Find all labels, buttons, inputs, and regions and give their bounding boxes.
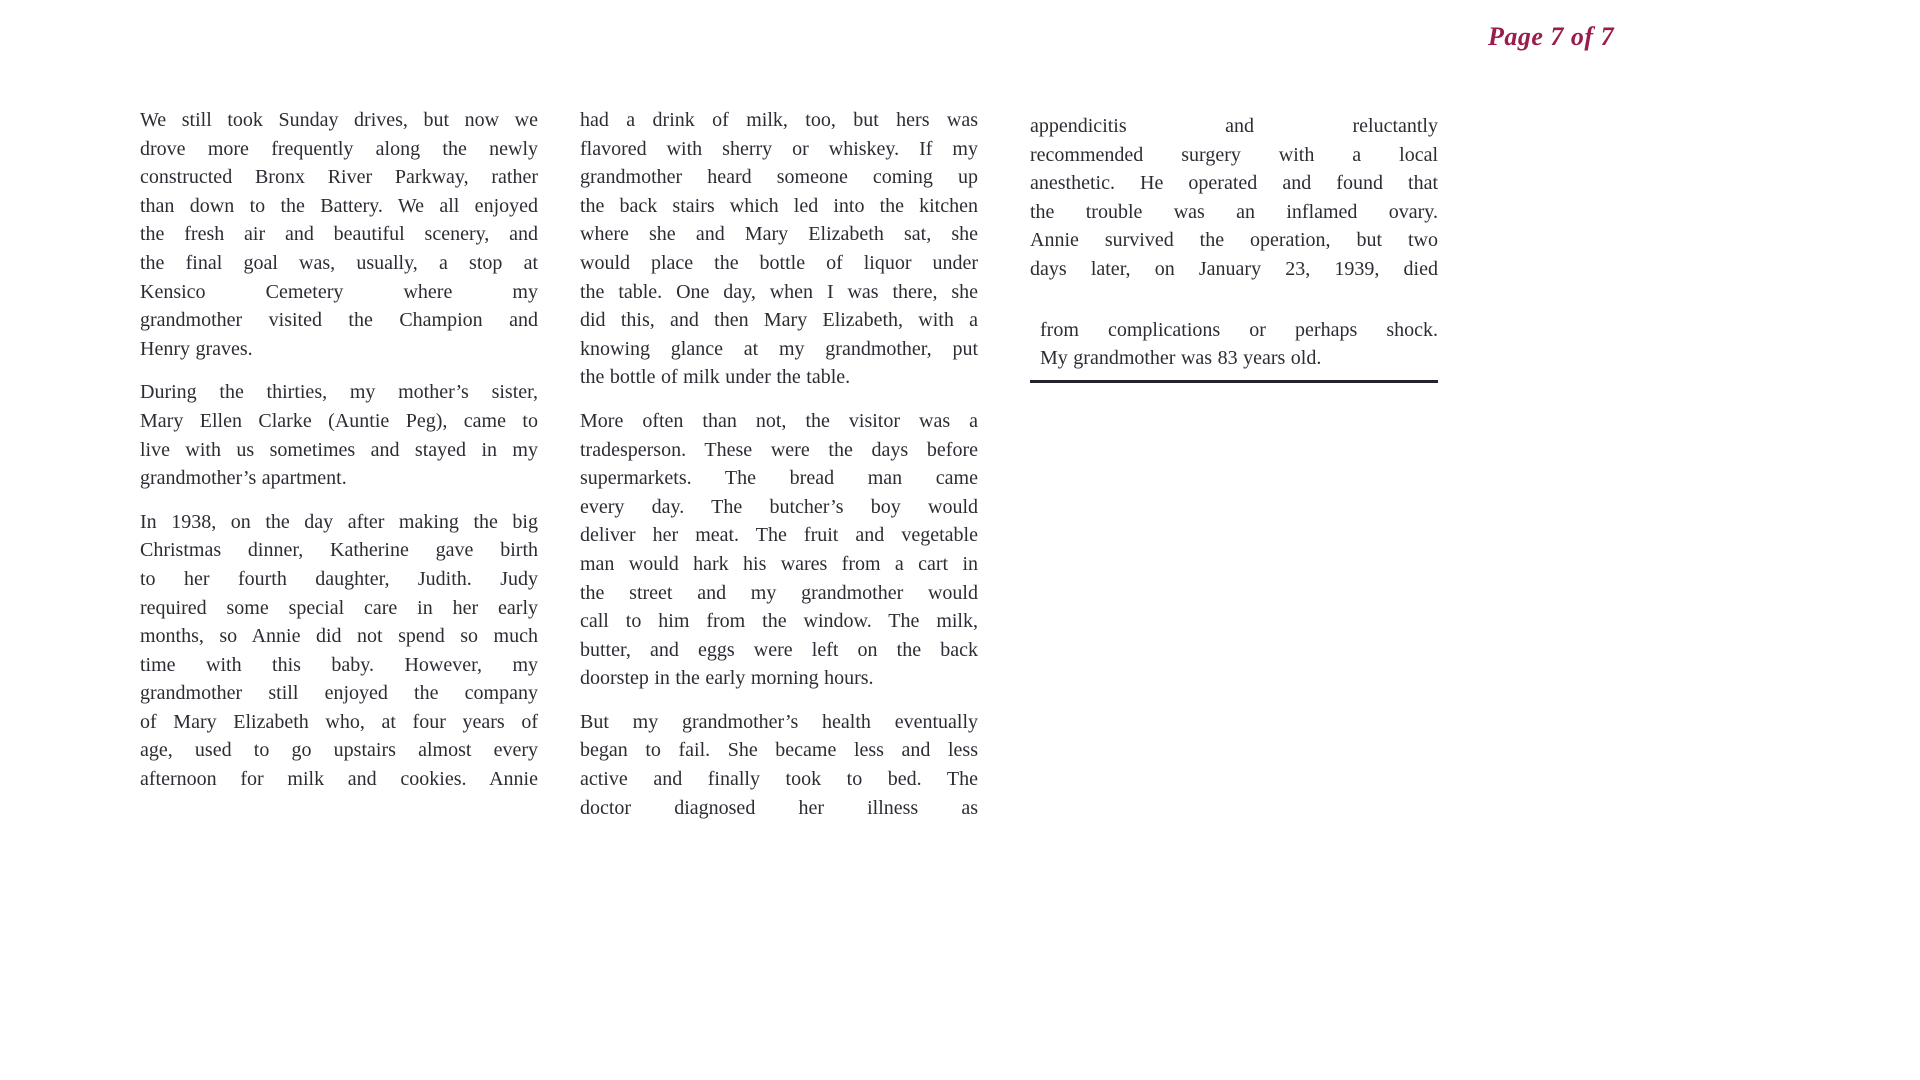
text-column-3 [1030, 112, 1438, 398]
text-line: would place the bottle of liquor under [580, 251, 978, 274]
text-line: Henry graves. [140, 337, 253, 360]
text-column-2 [580, 106, 978, 837]
paragraph [580, 708, 978, 822]
text-line: knowing glance at my grandmother, put [580, 337, 978, 360]
text-line: grandmother still enjoyed the company [140, 682, 538, 705]
paragraph [1030, 112, 1438, 284]
text-line: flavored with sherry or whiskey. If my [580, 137, 978, 160]
text-line: the final goal was, usually, a stop at [140, 251, 538, 274]
text-line: the trouble was an inflamed ovary. [1030, 200, 1438, 223]
text-line: man would hark his wares from a cart in [580, 552, 978, 575]
text-line: In 1938, on the day after making the big [140, 510, 538, 533]
text-line: began to fail. She became less and less [580, 739, 978, 762]
text-line: Christmas dinner, Katherine gave birth [140, 539, 538, 562]
text-line: We still took Sunday drives, but now we [140, 109, 538, 131]
text-line: the street and my grandmother would [580, 581, 978, 604]
text-line: did this, and then Mary Elizabeth, with a [580, 309, 978, 332]
text-line: Annie survived the operation, but two [1030, 229, 1438, 252]
text-line: grandmother visited the Champion and [140, 309, 538, 332]
paragraph [140, 106, 538, 363]
text-line: the bottle of milk under the table. [580, 366, 851, 389]
text-line: of Mary Elizabeth who, at four years of [140, 710, 538, 733]
text-line: active and finally took to bed. The [580, 768, 978, 791]
text-line: During the thirties, my mother’s sister, [140, 381, 538, 404]
text-line: age, used to go upstairs almost every [140, 739, 538, 762]
text-line: to her fourth daughter, Judith. Judy [140, 567, 538, 590]
text-line: My grandmother was 83 years old. [1040, 347, 1322, 370]
text-line: live with us sometimes and stayed in my [140, 438, 538, 461]
text-line: months, so Annie did not spend so much [140, 625, 538, 648]
text-line: appendicitis and reluctantly [1030, 115, 1438, 137]
text-line: constructed Bronx River Parkway, rather [140, 166, 538, 189]
text-line: But my grandmother’s health eventually [580, 710, 978, 733]
text-line: had a drink of milk, too, but hers was [580, 109, 978, 131]
text-line: recommended surgery with a local [1030, 143, 1438, 166]
text-column-1 [140, 106, 538, 809]
paragraph [580, 106, 978, 392]
text-line: tradesperson. These were the days before [580, 438, 978, 461]
text-line: Kensico Cemetery where my [140, 280, 538, 303]
text-line: call to him from the window. The milk, [580, 610, 978, 633]
paragraph [580, 407, 978, 693]
text-line: the fresh air and beautiful scenery, and [140, 223, 538, 246]
text-line: every day. The butcher’s boy would [580, 495, 978, 518]
text-line: where she and Mary Elizabeth sat, she [580, 223, 978, 246]
text-line: than down to the Battery. We all enjoyed [140, 194, 538, 217]
text-line: days later, on January 23, 1939, died [1030, 257, 1438, 280]
text-line: butter, and eggs were left on the back [580, 638, 978, 661]
page-number: Page 7 of 7 [1488, 22, 1615, 51]
text-line: doorstep in the early morning hours. [580, 667, 874, 690]
text-line: drove more frequently along the newly [140, 137, 538, 160]
text-line: More often than not, the visitor was a [580, 409, 978, 432]
text-line: the back stairs which led into the kitchen [580, 194, 978, 217]
text-line: deliver her meat. The fruit and vegetable [580, 524, 978, 547]
text-line: from complications or perhaps shock. [1040, 318, 1438, 341]
paragraph [140, 378, 538, 492]
text-line: the table. One day, when I was there, she [580, 280, 978, 303]
text-line: Mary Ellen Clarke (Auntie Peg), came to [140, 409, 538, 432]
paragraph [140, 508, 538, 794]
text-line: grandmother’s apartment. [140, 467, 347, 490]
text-line: supermarkets. The bread man came [580, 467, 978, 490]
text-line: grandmother heard someone coming up [580, 166, 978, 189]
text-line: afternoon for milk and cookies. Annie [140, 768, 538, 791]
text-line: anesthetic. He operated and found that [1030, 172, 1438, 195]
paragraph [1030, 316, 1438, 383]
text-line: time with this baby. However, my [140, 653, 538, 676]
text-line: required some special care in her early [140, 596, 538, 619]
text-line: doctor diagnosed her illness as [580, 796, 978, 819]
